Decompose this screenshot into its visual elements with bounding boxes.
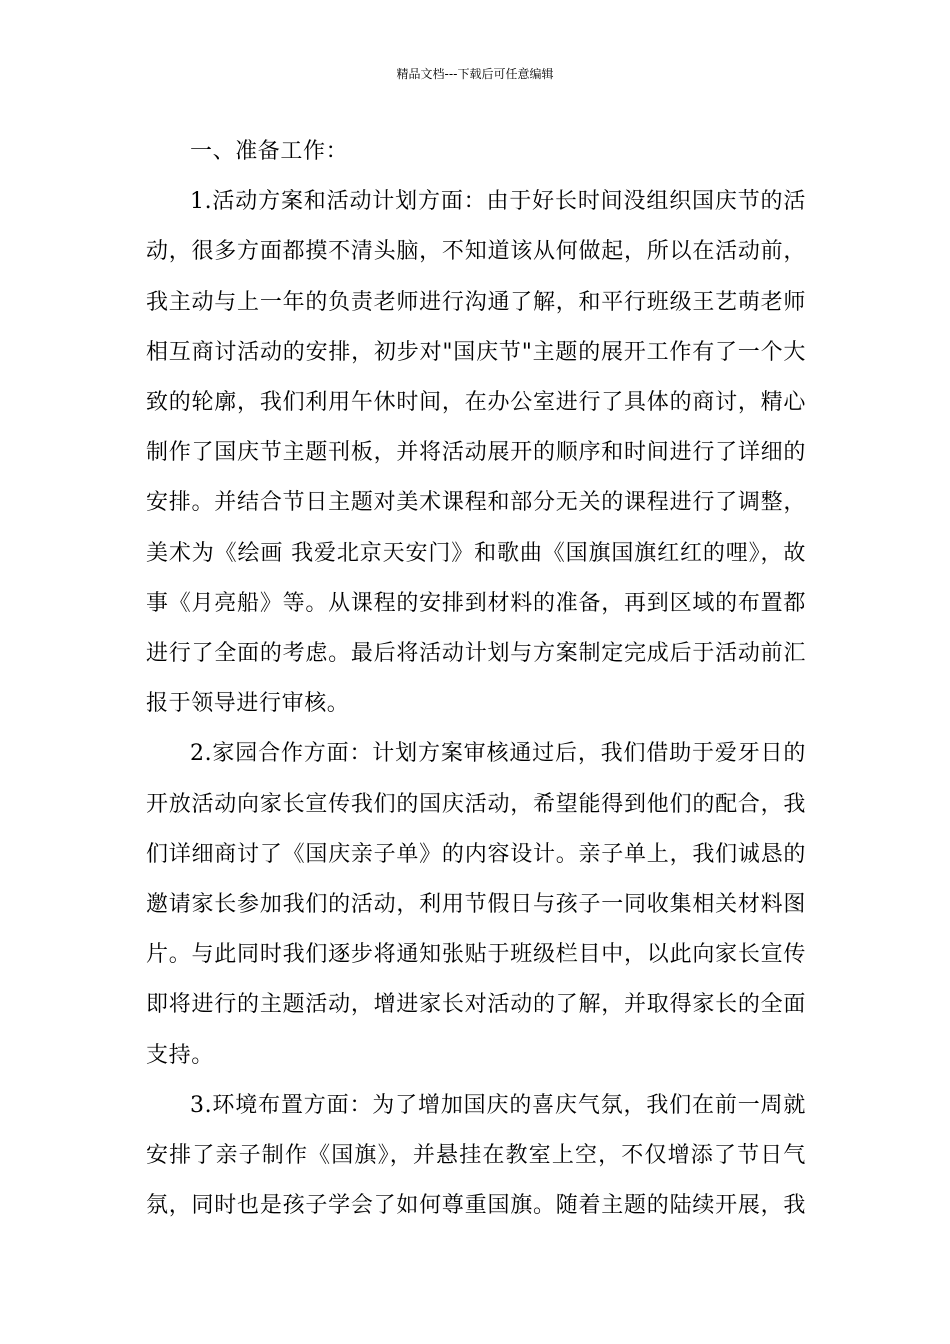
paragraph-line: 进行了全面的考虑。最后将活动计划与方案制定完成后于活动前汇	[146, 641, 806, 667]
paragraph-line: 动，很多方面都摸不清头脑，不知道该从何做起，所以在活动前，	[146, 239, 806, 265]
document-body	[146, 127, 806, 1231]
paragraph-line: 1.活动方案和活动计划方面：由于好长时间没组织国庆节的活	[190, 189, 806, 215]
page-header: 精品文档---下载后可任意编辑	[396, 67, 554, 81]
paragraph-line: 报于领导进行审核。	[146, 691, 350, 717]
paragraph-line: 安排了亲子制作《国旗》，并悬挂在教室上空，不仅增添了节日气	[146, 1143, 806, 1169]
paragraph-line: 2.家园合作方面：计划方案审核通过后，我们借助于爱牙日的	[190, 741, 806, 767]
paragraph-line: 即将进行的主题活动，增进家长对活动的了解，并取得家长的全面	[146, 992, 806, 1018]
paragraph-line: 事《月亮船》等。从课程的安排到材料的准备，再到区域的布置都	[146, 590, 806, 616]
paragraph-environment-setup	[146, 1081, 806, 1232]
paragraph-line: 们详细商讨了《国庆亲子单》的内容设计。亲子单上，我们诚恳的	[146, 841, 806, 867]
paragraph-line: 致的轮廓，我们利用午休时间，在办公室进行了具体的商讨，精心	[146, 390, 806, 416]
section-heading: 一、准备工作：	[190, 139, 349, 164]
paragraph-line: 片。与此同时我们逐步将通知张贴于班级栏目中，以此向家长宣传	[146, 942, 806, 968]
paragraph-line: 我主动与上一年的负责老师进行沟通了解，和平行班级王艺萌老师	[146, 289, 806, 315]
paragraph-line: 氛，同时也是孩子学会了如何尊重国旗。随着主题的陆续开展，我	[146, 1193, 806, 1219]
paragraph-line: 安排。并结合节日主题对美术课程和部分无关的课程进行了调整，	[146, 490, 806, 516]
paragraph-activity-plan	[146, 177, 806, 729]
paragraph-line: 开放活动向家长宣传我们的国庆活动，希望能得到他们的配合，我	[146, 791, 806, 817]
paragraph-line: 美术为《绘画 我爱北京天安门》和歌曲《国旗国旗红红的哩》，故	[146, 540, 806, 566]
paragraph-line: 相互商讨活动的安排，初步对"国庆节"主题的展开工作有了一个大	[146, 339, 806, 365]
paragraph-line: 3.环境布置方面：为了增加国庆的喜庆气氛，我们在前一周就	[190, 1092, 806, 1118]
paragraph-line: 邀请家长参加我们的活动，利用节假日与孩子一同收集相关材料图	[146, 892, 806, 918]
paragraph-home-school-cooperation	[146, 729, 806, 1080]
paragraph-line: 支持。	[146, 1042, 214, 1068]
paragraph-line: 制作了国庆节主题刊板，并将活动展开的顺序和时间进行了详细的	[146, 440, 806, 466]
